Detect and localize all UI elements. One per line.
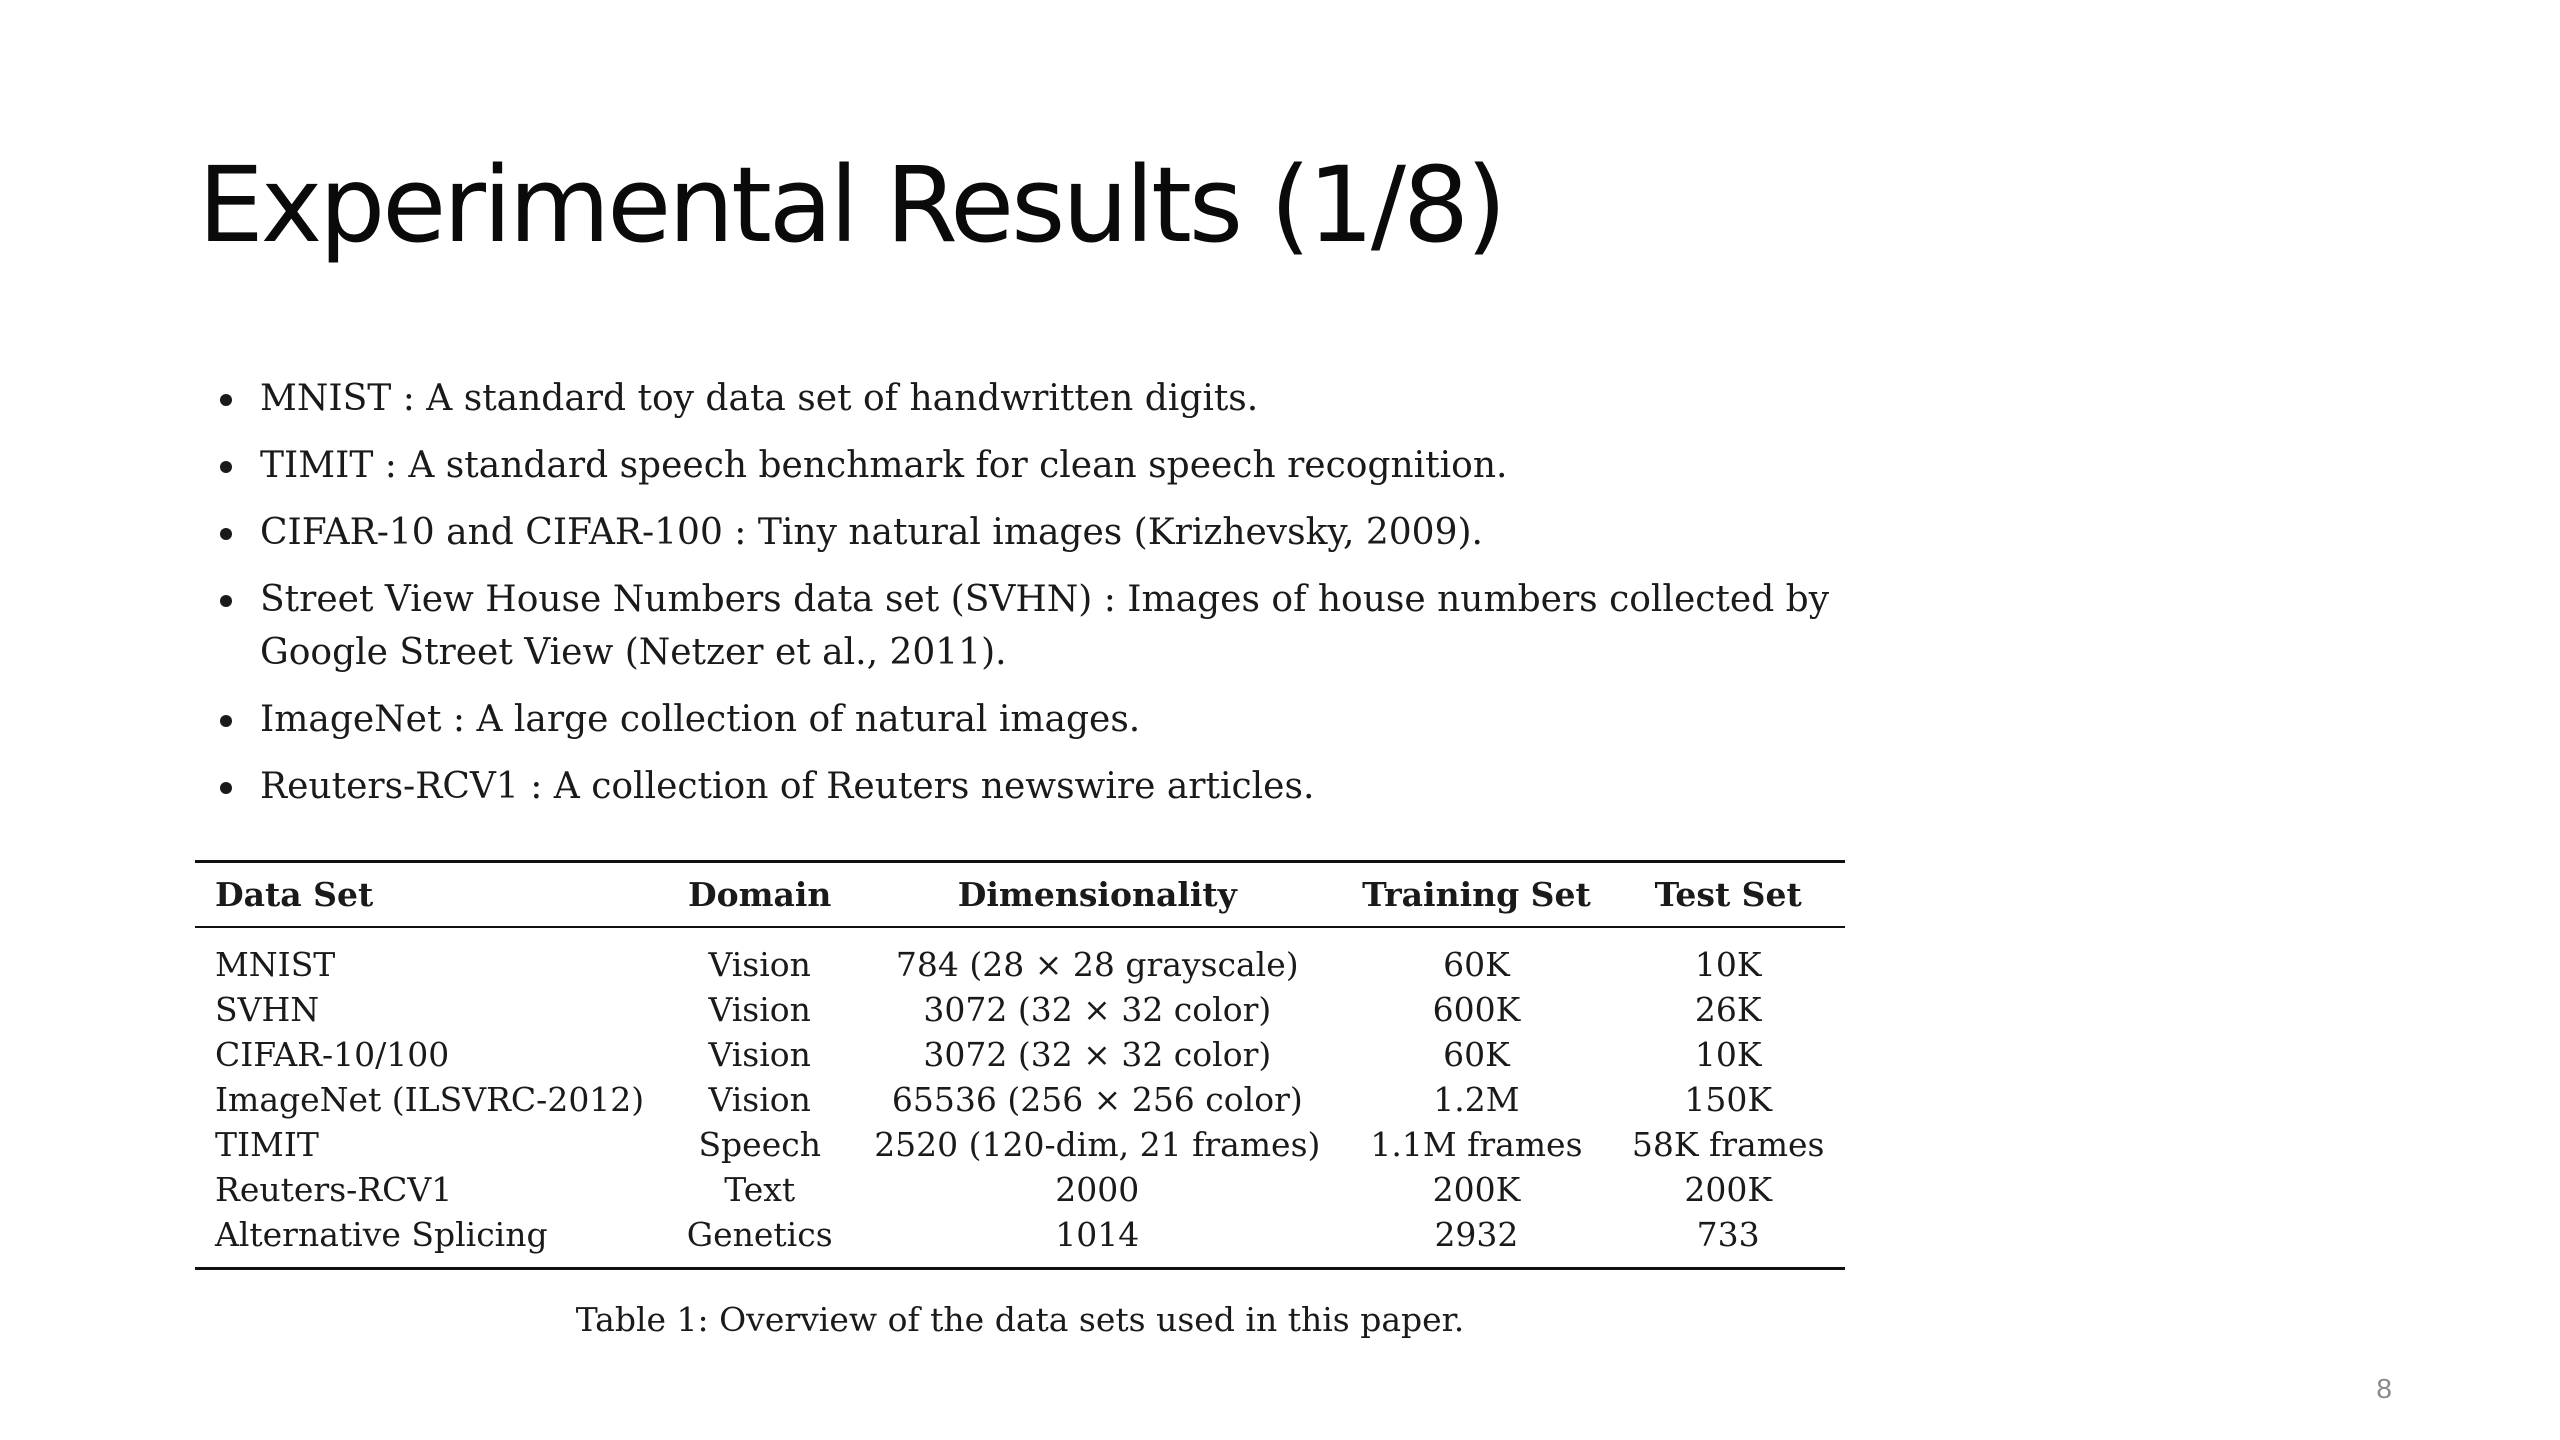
dataset-bullet-list	[214, 372, 1854, 827]
bullet-dot-icon	[220, 394, 232, 406]
cell-training-set: 60K	[1443, 1035, 1510, 1074]
cell-domain: Vision	[708, 1035, 811, 1074]
cell-training-set: 1.1M frames	[1370, 1125, 1583, 1164]
cell-test-set: 200K	[1684, 1170, 1772, 1209]
table-row	[195, 1212, 1845, 1269]
cell-data-set: SVHN	[215, 990, 320, 1029]
table-row	[195, 1077, 1845, 1122]
cell-test-set: 150K	[1684, 1080, 1772, 1119]
cell-test-set: 733	[1696, 1215, 1760, 1254]
bullet-text: Street View House Numbers data set (SVHN) : Images of house numbers collected by Google Street View (Netzer et al., 2011).	[260, 579, 1830, 673]
bullet-dot-icon	[220, 528, 232, 540]
cell-dimensionality: 65536 (256 × 256 color)	[891, 1080, 1303, 1119]
cell-dimensionality: 2000	[1055, 1170, 1140, 1209]
cell-data-set: Alternative Splicing	[215, 1215, 548, 1254]
cell-domain: Vision	[708, 945, 811, 984]
column-header-domain: Domain	[666, 862, 853, 928]
column-header-training-set: Training Set	[1342, 862, 1612, 928]
cell-dimensionality: 3072 (32 × 32 color)	[923, 1035, 1272, 1074]
cell-domain: Vision	[708, 990, 811, 1029]
bullet-item	[214, 506, 1854, 559]
column-header-dimensionality: Dimensionality	[853, 862, 1341, 928]
cell-domain: Genetics	[686, 1215, 833, 1254]
slide-title: Experimental Results (1/8)	[198, 144, 1504, 266]
bullet-item	[214, 573, 1854, 679]
table-row	[195, 987, 1845, 1032]
cell-dimensionality: 3072 (32 × 32 color)	[923, 990, 1272, 1029]
cell-dimensionality: 784 (28 × 28 grayscale)	[895, 945, 1299, 984]
cell-data-set: ImageNet (ILSVRC-2012)	[215, 1080, 645, 1119]
table-header-row	[195, 862, 1845, 928]
cell-test-set: 58K frames	[1631, 1125, 1825, 1164]
bullet-text: MNIST : A standard toy data set of handwritten digits.	[260, 378, 1259, 419]
table-row	[195, 1167, 1845, 1212]
bullet-text: ImageNet : A large collection of natural images.	[260, 699, 1141, 740]
cell-test-set: 10K	[1694, 945, 1762, 984]
cell-data-set: MNIST	[215, 945, 336, 984]
cell-dimensionality: 2520 (120-dim, 21 frames)	[874, 1125, 1321, 1164]
cell-data-set: CIFAR-10/100	[215, 1035, 450, 1074]
cell-domain: Vision	[708, 1080, 811, 1119]
bullet-dot-icon	[220, 715, 232, 727]
cell-test-set: 26K	[1694, 990, 1762, 1029]
cell-training-set: 60K	[1443, 945, 1510, 984]
table-caption: Table 1: Overview of the data sets used in this paper.	[575, 1300, 1465, 1339]
cell-training-set: 2932	[1434, 1215, 1519, 1254]
table-row	[195, 1122, 1845, 1167]
bullet-text: Reuters-RCV1 : A collection of Reuters newswire articles.	[260, 766, 1315, 807]
bullet-item	[214, 439, 1854, 492]
column-header-test-set: Test Set	[1611, 862, 1845, 928]
cell-dimensionality: 1014	[1055, 1215, 1140, 1254]
table-row	[195, 1032, 1845, 1077]
bullet-text: TIMIT : A standard speech benchmark for clean speech recognition.	[260, 445, 1508, 486]
bullet-item	[214, 760, 1854, 813]
cell-data-set: Reuters-RCV1	[215, 1170, 453, 1209]
cell-training-set: 1.2M	[1433, 1080, 1520, 1119]
bullet-text: CIFAR-10 and CIFAR-100 : Tiny natural images (Krizhevsky, 2009).	[260, 512, 1483, 553]
datasets-table	[195, 860, 1845, 1270]
page-number: 8	[2376, 1373, 2392, 1404]
bullet-item	[214, 693, 1854, 746]
cell-domain: Text	[724, 1170, 796, 1209]
cell-data-set: TIMIT	[215, 1125, 319, 1164]
cell-test-set: 10K	[1694, 1035, 1762, 1074]
bullet-item	[214, 372, 1854, 425]
cell-domain: Speech	[698, 1125, 821, 1164]
bullet-dot-icon	[220, 461, 232, 473]
cell-training-set: 600K	[1432, 990, 1521, 1029]
cell-training-set: 200K	[1432, 1170, 1521, 1209]
column-header-data-set: Data Set	[195, 862, 666, 928]
bullet-dot-icon	[220, 595, 232, 607]
table-row	[195, 927, 1845, 987]
bullet-dot-icon	[220, 782, 232, 794]
